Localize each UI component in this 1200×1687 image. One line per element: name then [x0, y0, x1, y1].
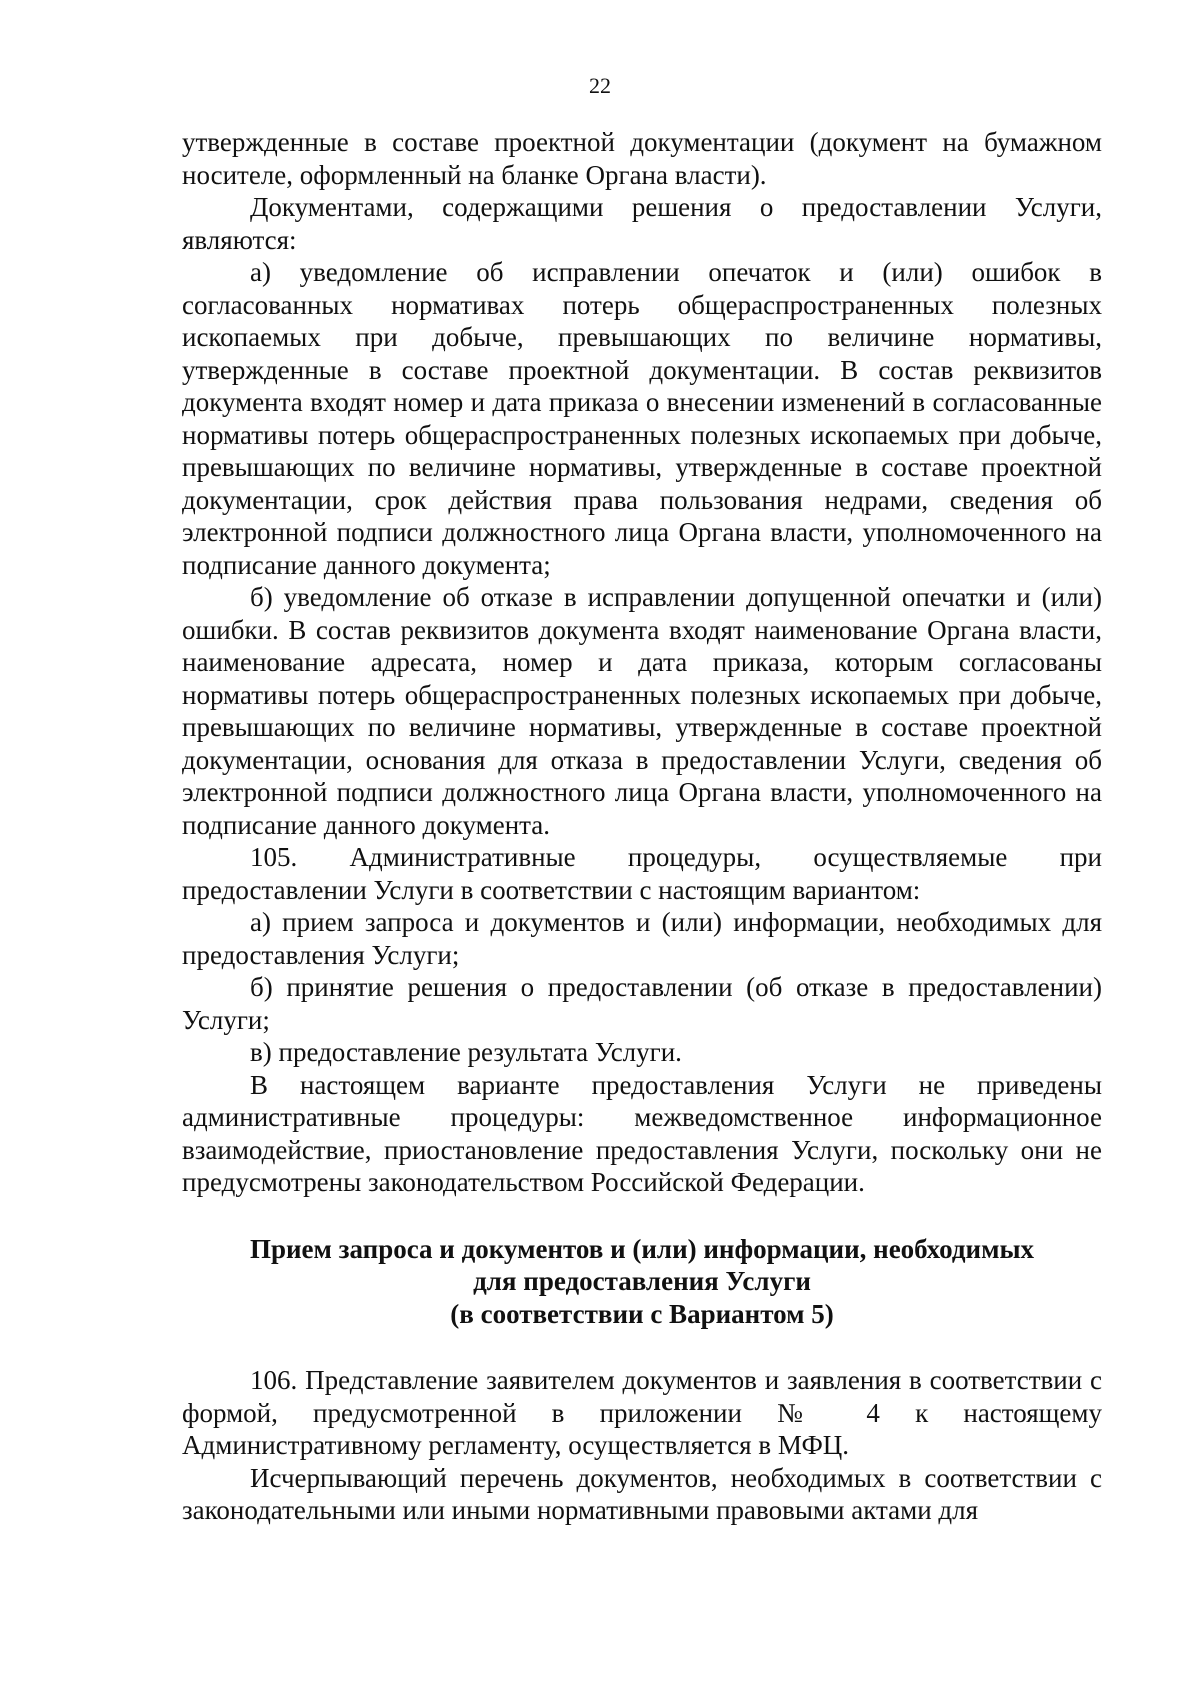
- paragraph: утвержденные в составе проектной документации (документ на бумажном носителе, оформленный на бланке Органа власти).: [182, 127, 1102, 190]
- list-item: а) прием запроса и документов и (или) информации, необходимых для предоставления Услуги;: [182, 907, 1102, 970]
- section-heading-line: для предоставления Услуги: [473, 1266, 811, 1296]
- paragraph: В настоящем варианте предоставления Услуги не приведены административные процедуры: межведомственное информационное взаимодействие, приостановление предоставления Услуги, поскольку они не предусмотрены законодательством Российской Федерации.: [182, 1069, 1102, 1197]
- list-item: а) уведомление об исправлении опечаток и (или) ошибок в согласованных нормативах потерь общераспространенных полезных ископаемых при добыче, превышающих по величине нормативы, утвержденные в составе проектной документации. В состав реквизитов документа входят номер и дата приказа о внесении изменений в согласованные нормативы потерь общераспространенных полезных ископаемых при добыче, превышающих по величине нормативы, утвержденные в составе проектной документации, срок действия права пользования недрами, сведения об электронной подписи должностного лица Органа власти, уполномоченного на подписание данного документа;: [182, 257, 1102, 580]
- section-heading-line: Прием запроса и документов и (или) информации, необходимых: [249, 1233, 1035, 1264]
- paragraph: 105. Административные процедуры, осуществляемые при предоставлении Услуги в соответствии с настоящим вариантом:: [182, 842, 1102, 905]
- section-heading: [182, 1233, 1102, 1331]
- page-number: 22: [589, 73, 611, 98]
- document-body: [182, 126, 1102, 1527]
- paragraph: 106. Представление заявителем документов и заявления в соответствии с формой, предусмотренной в приложении № 4 к настоящему Административному регламенту, осуществляется в МФЦ.: [182, 1365, 1102, 1460]
- paragraph: Исчерпывающий перечень документов, необходимых в соответствии с законодательными или иными нормативными правовыми актами для: [182, 1462, 1102, 1525]
- list-item: б) уведомление об отказе в исправлении допущенной опечатки и (или) ошибки. В состав реквизитов документа входят наименование Органа власти, наименование адресата, номер и дата приказа, которым согласованы нормативы потерь общераспространенных полезных ископаемых при добыче, превышающих по величине нормативы, утвержденные в составе проектной документации, основания для отказа в предоставлении Услуги, сведения об электронной подписи должностного лица Органа власти, уполномоченного на подписание данного документа.: [182, 582, 1102, 840]
- list-item: б) принятие решения о предоставлении (об отказе в предоставлении) Услуги;: [182, 972, 1102, 1035]
- list-item: в) предоставление результата Услуги.: [250, 1037, 682, 1067]
- section-heading-line: (в соответствии с Вариантом 5): [450, 1298, 834, 1329]
- paragraph: Документами, содержащими решения о предоставлении Услуги, являются:: [182, 192, 1102, 255]
